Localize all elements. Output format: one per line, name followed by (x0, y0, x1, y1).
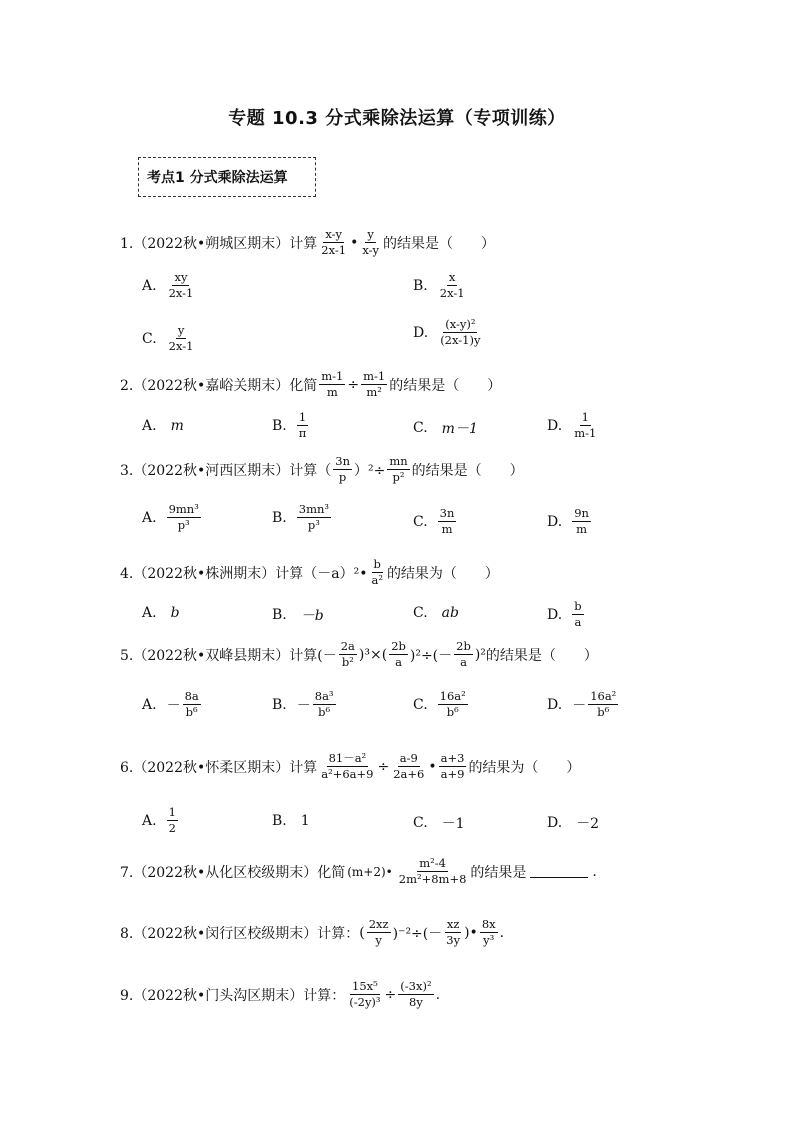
fraction-numerator: y (176, 324, 187, 339)
q6-option-b[interactable] (272, 813, 310, 829)
fraction-numerator: 3mn³ (297, 503, 331, 518)
text-span: 6.（2022秋•怀柔区期末）计算 (120, 759, 318, 776)
question-7 (120, 857, 597, 886)
text-span: )⁻²÷(－ (392, 925, 443, 942)
q5-frac2 (389, 640, 408, 669)
fraction-denominator: b⁶ (185, 705, 198, 720)
fraction-denominator: a+9 (440, 767, 465, 782)
text-span: m (170, 418, 184, 434)
text-span: A. (142, 418, 157, 434)
fraction-numerator: 3n (438, 507, 457, 522)
fraction-denominator: (-2y)³ (349, 995, 381, 1010)
fraction-denominator: p³ (307, 518, 320, 533)
question-5 (120, 640, 598, 669)
text-span: 的结果为（ ） (386, 565, 499, 582)
text-span: D. (547, 696, 563, 713)
fraction-numerator: m-1 (319, 370, 345, 385)
q5-option-c[interactable] (413, 690, 470, 719)
fraction-denominator: m² (366, 385, 382, 400)
q1-frac1 (319, 228, 348, 257)
text-span: ( (359, 924, 365, 941)
fraction-numerator: 81－a² (327, 752, 369, 767)
text-span: －2 (576, 816, 600, 832)
fraction-denominator: x-y (362, 243, 379, 258)
fraction-denominator: a (574, 615, 582, 630)
fraction-denominator: b⁶ (318, 705, 331, 720)
text-span: . (592, 863, 597, 880)
fraction-denominator: y³ (483, 933, 495, 948)
fraction-numerator: 1 (167, 806, 178, 821)
q1-option-a[interactable] (142, 271, 197, 300)
fraction-denominator: (2x-1)y (440, 333, 481, 348)
fraction-numerator: 2b (454, 640, 473, 655)
fraction-numerator: 9n (572, 507, 591, 522)
fraction-denominator: 2x-1 (439, 286, 465, 301)
text-span: ab (441, 605, 459, 621)
text-span: m－1 (441, 421, 478, 437)
fraction-numerator: 16a² (588, 690, 618, 705)
text-span: C. (142, 330, 157, 347)
q5-option-b[interactable] (272, 690, 338, 719)
fraction-denominator: m (326, 385, 338, 400)
text-span: － (572, 697, 587, 714)
fraction-numerator: a+3 (439, 752, 467, 767)
text-span: )² (474, 646, 486, 663)
text-span: C. (413, 605, 428, 621)
q8-frac1 (367, 918, 391, 947)
text-span: ÷ (377, 758, 390, 775)
q6-frac1 (319, 752, 375, 781)
q8-frac3 (480, 918, 498, 947)
text-span: C. (413, 696, 428, 713)
q4-option-b[interactable] (272, 605, 324, 625)
fraction-numerator: b (372, 558, 383, 573)
fraction-numerator: 1 (297, 411, 308, 426)
text-span: )• (464, 924, 478, 941)
q7-answer-blank[interactable] (530, 865, 588, 878)
text-span: 的结果是（ ） (411, 462, 524, 479)
fraction-denominator: m (441, 522, 453, 537)
text-span: ÷ (384, 986, 397, 1003)
fraction-denominator: p² (392, 470, 405, 485)
q3-option-d[interactable] (547, 507, 593, 536)
fraction-numerator: a-9 (398, 752, 420, 767)
text-span: 的结果是 (470, 864, 527, 881)
text-span: D. (547, 815, 563, 831)
fraction-denominator: 2x-1 (321, 243, 347, 258)
text-span: 4.（2022秋•株洲期末）计算（－a）²• (120, 565, 368, 582)
text-span: 2.（2022秋•嘉峪关期末）化简 (120, 377, 318, 394)
fraction-numerator: 2xz (367, 918, 391, 933)
text-span: C. (413, 420, 428, 436)
fraction-denominator: b⁶ (597, 705, 610, 720)
q5-option-d[interactable] (547, 690, 620, 719)
q6-frac3 (439, 752, 467, 781)
q1-option-c[interactable] (142, 324, 197, 353)
text-span: 5.（2022秋•双峰县期末）计算 (120, 647, 318, 664)
text-span: B. (272, 813, 287, 829)
text-span: －1 (441, 816, 465, 832)
text-span: ）²÷ (353, 462, 386, 479)
q2-frac1 (319, 370, 345, 399)
fraction-denominator: p³ (177, 518, 190, 533)
q6-option-c[interactable] (413, 813, 465, 833)
text-span: －b (300, 608, 324, 624)
q2-frac2 (361, 370, 387, 399)
fraction-denominator: a (395, 655, 402, 670)
text-span: (－ (317, 647, 337, 664)
fraction-numerator: 8a³ (313, 690, 336, 705)
fraction-numerator: m²-4 (417, 857, 448, 872)
fraction-numerator: xz (445, 918, 462, 933)
q2-option-c[interactable] (413, 418, 478, 438)
fraction-denominator: b⁶ (446, 705, 459, 720)
page-title: 专题 10.3 分式乘除法运算（专项训练） (228, 108, 566, 129)
text-span: － (296, 697, 311, 714)
fraction-numerator: 8a (183, 690, 201, 705)
q5-frac1 (339, 640, 357, 669)
text-span: C. (413, 513, 428, 530)
question-6 (120, 752, 580, 781)
fraction-numerator: m-1 (361, 370, 387, 385)
fraction-denominator: 2x-1 (168, 339, 194, 354)
q2-option-d[interactable] (547, 411, 600, 440)
question-3 (120, 455, 524, 484)
fraction-numerator: x-y (323, 228, 344, 243)
text-span: B. (413, 277, 428, 294)
text-span: (m+2)• (347, 864, 393, 879)
q3-option-b[interactable] (272, 503, 333, 532)
text-span: （ (317, 462, 332, 479)
fraction-denominator: 3y (446, 933, 461, 948)
fraction-denominator: m-1 (574, 426, 597, 441)
text-span: D. (547, 417, 563, 434)
fraction-denominator: a (460, 655, 467, 670)
fraction-numerator: mn (387, 455, 409, 470)
fraction-denominator: p (338, 470, 347, 485)
fraction-numerator: (-3x)² (398, 980, 433, 995)
q1-frac2 (360, 228, 381, 257)
q3-frac1 (333, 455, 352, 484)
text-span: A. (142, 277, 157, 294)
question-2 (120, 370, 501, 399)
fraction-numerator: 3n (333, 455, 352, 470)
q2-option-a[interactable] (142, 418, 184, 434)
q3-option-c[interactable] (413, 507, 458, 536)
text-span: 3.（2022秋•河西区期末）计算 (120, 462, 318, 479)
q3-option-a[interactable] (142, 503, 203, 532)
question-9 (120, 980, 440, 1009)
q5-frac3 (454, 640, 473, 669)
fraction-numerator: 1 (580, 411, 591, 426)
q4-option-a[interactable] (142, 605, 180, 621)
q4-option-c[interactable] (413, 605, 459, 621)
q8-frac2 (444, 918, 462, 947)
text-span: . (435, 986, 441, 1003)
q2-option-b[interactable] (272, 411, 310, 440)
text-span: 的结果为（ ） (468, 759, 581, 776)
section-box: 考点1 分式乘除法运算 (138, 157, 316, 197)
text-span: • (428, 758, 437, 775)
text-span: B. (272, 607, 287, 623)
text-span: 的结果是（ ） (485, 647, 598, 664)
fraction-denominator: 2 (168, 821, 176, 836)
q7-frac1 (397, 857, 469, 886)
q6-option-d[interactable] (547, 813, 599, 833)
text-span: D. (547, 513, 563, 530)
fraction-denominator: 2m²+8m+8 (398, 872, 467, 887)
fraction-numerator: (x-y)² (443, 318, 477, 333)
q1-op: • (350, 234, 359, 251)
text-span: )³×( (358, 646, 388, 663)
fraction-numerator: y (365, 228, 376, 243)
fraction-denominator: 8y (409, 995, 423, 1010)
question-8 (120, 918, 504, 947)
fraction-numerator: 2b (389, 640, 408, 655)
fraction-numerator: 16a² (438, 690, 468, 705)
text-span: D. (413, 324, 429, 341)
q4-frac1 (369, 558, 384, 587)
q4-option-d[interactable] (547, 600, 586, 629)
q6-option-a[interactable] (142, 806, 180, 835)
q1-option-b[interactable] (413, 271, 469, 300)
text-span: . (499, 924, 505, 941)
fraction-denominator: 2a+6 (393, 767, 425, 782)
fraction-numerator: x (447, 271, 458, 286)
text-span: D. (547, 606, 563, 623)
fraction-denominator: π (298, 426, 307, 441)
text-span: B. (272, 417, 287, 434)
text-span: 1 (300, 813, 310, 829)
question-1 (120, 228, 495, 257)
q3-frac2 (387, 455, 409, 484)
fraction-numerator: 15x⁵ (350, 980, 380, 995)
fraction-denominator: 2x-1 (168, 286, 194, 301)
fraction-numerator: 9mn³ (167, 503, 201, 518)
text-span: )²÷(－ (409, 647, 453, 664)
text-span: － (166, 697, 181, 714)
text-span: ÷ (347, 376, 360, 393)
text-span: 7.（2022秋•从化区校级期末）化简 (120, 864, 346, 881)
text-span: A. (142, 509, 157, 526)
fraction-numerator: 8x (480, 918, 498, 933)
fraction-denominator: m (576, 522, 587, 537)
text-span: B. (272, 696, 287, 713)
q9-frac1 (347, 980, 382, 1009)
fraction-denominator: b² (341, 655, 354, 670)
fraction-denominator: a² (371, 573, 383, 588)
text-span: A. (142, 812, 157, 829)
text-span: 9.（2022秋•门头沟区期末）计算： (120, 987, 346, 1004)
q6-frac2 (391, 752, 426, 781)
text-span: B. (272, 509, 287, 526)
text-span: b (170, 605, 180, 621)
q9-frac2 (398, 980, 433, 1009)
q5-option-a[interactable] (142, 690, 203, 719)
fraction-numerator: b (572, 600, 583, 615)
fraction-denominator: y (375, 933, 382, 948)
fraction-numerator: xy (172, 271, 189, 286)
text-span: 8.（2022秋•闵行区校级期末）计算： (120, 925, 360, 942)
text-span: C. (413, 815, 428, 831)
text-span: A. (142, 696, 157, 713)
fraction-numerator: 2a (339, 640, 357, 655)
fraction-denominator: a²+6a+9 (321, 767, 374, 782)
text-span: A. (142, 605, 157, 621)
text-span: 的结果是（ ） (389, 377, 502, 394)
q1-suffix: 的结果是（ ） (383, 235, 495, 252)
q1-option-d[interactable] (413, 318, 484, 347)
question-4 (120, 558, 499, 587)
q1-prefix: 1.（2022秋•朔城区期末）计算 (120, 235, 318, 252)
